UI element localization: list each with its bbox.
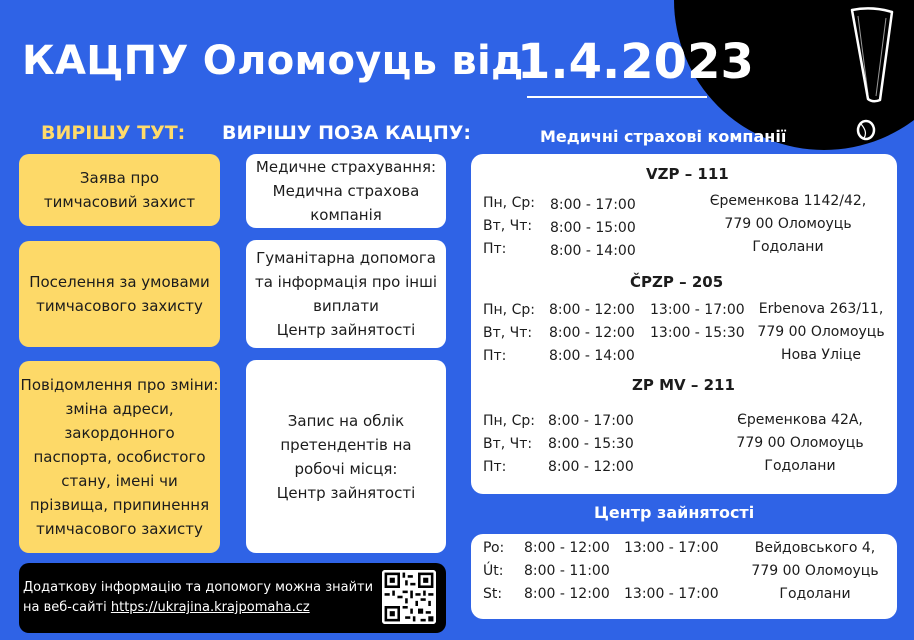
row-time: 8:00 - 12:00 [524, 586, 610, 602]
footer-prefix: на веб-сайті [23, 600, 111, 615]
date-underline [527, 96, 707, 98]
address-line: Нова Уліце [781, 347, 861, 363]
outside-item-humanitarian-aid [246, 240, 446, 348]
line: Запис на облік [287, 411, 405, 430]
line: Гуманітарна допомога [256, 249, 436, 267]
line: зміна адреси, [65, 400, 174, 418]
address-line: 779 00 Оломоуць [757, 324, 885, 340]
row-days: Пн, Ср: [483, 195, 535, 211]
row-days: Út: [483, 563, 504, 579]
footer-line: Додаткову інформацію та допомогу можна знайти [23, 580, 374, 595]
footer-text [23, 578, 378, 618]
row-days: Пт: [483, 348, 507, 364]
line: Центр зайнятості [276, 321, 416, 339]
line: тимчасового захисту [36, 297, 203, 315]
row-time: 8:00 - 12:00 [549, 325, 635, 341]
line: Медична страхова [272, 182, 420, 200]
row-days: Po: [483, 540, 505, 556]
employment-address [735, 537, 895, 606]
line: Поселення за умовами [29, 273, 210, 291]
address-line: Єременкова 1142/42, [709, 193, 867, 209]
row-time: 8:00 - 12:00 [549, 302, 635, 318]
row-time: 8:00 - 11:00 [524, 563, 610, 579]
qr-code-icon[interactable] [382, 570, 436, 624]
line: Центр зайнятості [276, 483, 416, 502]
row-time-2: 13:00 - 17:00 [650, 302, 745, 318]
line: компанія [310, 206, 382, 224]
row-time: 8:00 - 14:00 [549, 348, 635, 364]
address-line: Годолани [764, 458, 836, 474]
address-line: Годолани [752, 239, 824, 255]
row-time-2: 13:00 - 17:00 [624, 586, 719, 602]
line: робочі місця: [294, 459, 398, 478]
outside-item-health-insurance [246, 154, 446, 228]
row-days: Вт, Чт: [483, 436, 533, 452]
row-time: 8:00 - 15:00 [550, 220, 636, 236]
col-heading-here: ВИРІШУ ТУТ: [41, 122, 186, 144]
here-item-accommodation [19, 241, 220, 347]
line: прізвища, припинення [29, 496, 210, 514]
row-time: 8:00 - 12:00 [524, 540, 610, 556]
line: виплати [313, 297, 379, 315]
page-title: КАЦПУ Оломоуць від [22, 38, 524, 84]
row-days: Пн, Ср: [483, 302, 535, 318]
line: претендентів на [280, 435, 412, 454]
line: тимчасового захисту [36, 520, 203, 538]
row-days: Вт, Чт: [483, 325, 533, 341]
exclamation-icon [846, 4, 898, 144]
row-time-2: 13:00 - 15:30 [650, 325, 745, 341]
address-line: 779 00 Оломоуць [724, 216, 852, 232]
line: тимчасовий захист [43, 193, 196, 211]
insurer-address [712, 409, 888, 478]
insurers-heading: Медичні страхові компанії [540, 127, 787, 146]
line: закордонного [64, 424, 175, 442]
line: Повідомлення про зміни: [20, 376, 219, 394]
insurer-address [690, 190, 886, 259]
insurer-name: VZP – 111 [646, 165, 729, 183]
insurer-name: ZP MV – 211 [632, 376, 735, 394]
line: паспорта, особистого [33, 448, 206, 466]
row-days: Пт: [483, 241, 507, 257]
website-link[interactable]: https://ukrajina.krajpomaha.cz [110, 600, 310, 615]
row-days: St: [483, 586, 503, 602]
insurer-name: ČPZP – 205 [630, 273, 724, 291]
row-days: Пт: [483, 459, 507, 475]
address-line: Годолани [779, 586, 851, 602]
title-date: 1.4.2023 [517, 34, 754, 90]
row-days: Вт, Чт: [483, 218, 533, 234]
address-line: 779 00 Оломоуць [736, 435, 864, 451]
row-time: 8:00 - 12:00 [548, 459, 634, 475]
row-time: 8:00 - 15:30 [548, 436, 634, 452]
line: Медичне страхування: [255, 158, 437, 176]
insurer-address [748, 298, 894, 367]
outside-item-job-registration [246, 360, 446, 553]
here-item-temporary-protection [19, 154, 220, 226]
row-days: Пн, Ср: [483, 413, 535, 429]
line: та інформація про інші [254, 273, 437, 291]
line: стану, імені чи [61, 472, 178, 490]
address-line: Єременкова 42А, [737, 412, 863, 428]
row-time: 8:00 - 17:00 [548, 413, 634, 429]
col-heading-outside: ВИРІШУ ПОЗА КАЦПУ: [222, 122, 471, 144]
address-line: 779 00 Оломоуць [751, 563, 879, 579]
employment-heading: Центр зайнятості [594, 503, 755, 522]
row-time: 8:00 - 17:00 [550, 197, 636, 213]
row-time-2: 13:00 - 17:00 [624, 540, 719, 556]
here-item-change-notification [19, 361, 220, 553]
footer-line-2 [23, 598, 378, 618]
address-line: Вейдовського 4, [754, 540, 876, 556]
line: Заява про [79, 169, 160, 187]
row-time: 8:00 - 14:00 [550, 243, 636, 259]
address-line: Erbenova 263/11, [758, 301, 884, 317]
